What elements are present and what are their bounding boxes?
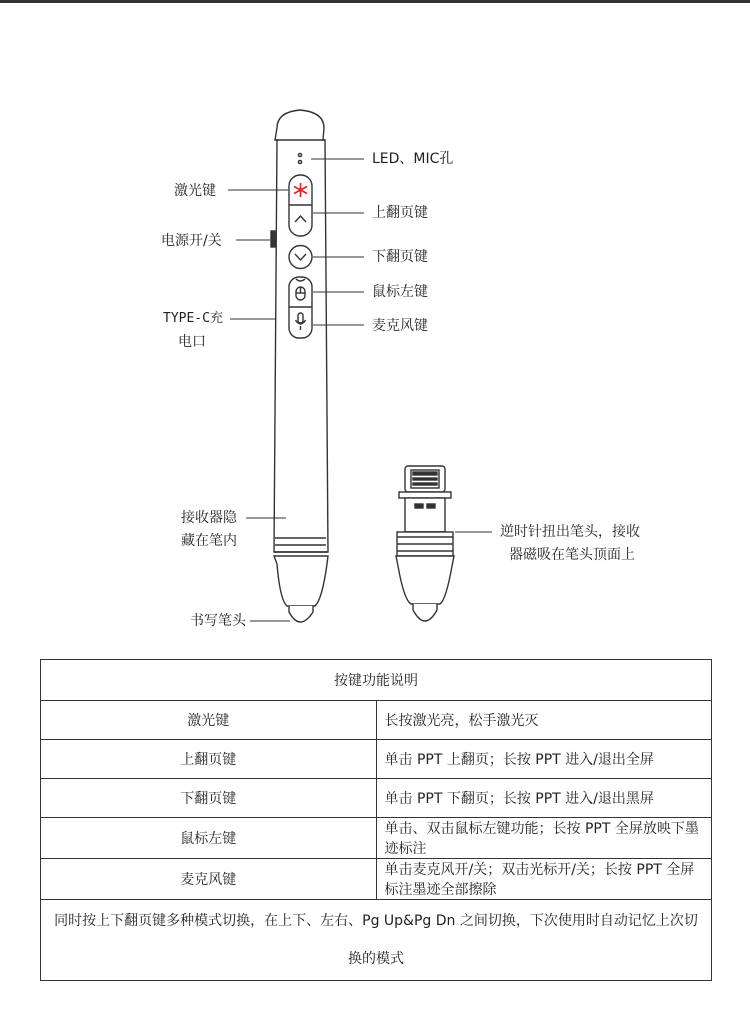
table-title: 按键功能说明 bbox=[41, 660, 712, 701]
label-receiver-line1: 接收器隐 bbox=[181, 510, 237, 526]
table-key: 鼠标左键 bbox=[41, 818, 377, 859]
page-down-button bbox=[289, 246, 312, 269]
label-mic-key: 麦克风键 bbox=[372, 318, 428, 334]
label-mouse-left: 鼠标左键 bbox=[372, 284, 428, 300]
table-row bbox=[41, 701, 712, 740]
label-tip: 书写笔头 bbox=[190, 613, 246, 629]
table-note-row bbox=[41, 900, 712, 981]
receiver bbox=[399, 466, 451, 532]
table-key: 激光键 bbox=[41, 701, 377, 740]
table-header-row bbox=[41, 660, 712, 701]
label-twist-line2: 器磁吸在笔头顶面上 bbox=[509, 547, 635, 563]
detached-tip bbox=[396, 532, 454, 621]
label-typec-line1: TYPE-C充 bbox=[163, 311, 223, 326]
pen-tip bbox=[274, 556, 328, 622]
table-desc: 单击麦克风开/关；双击光标开/关；长按 PPT 全屏标注墨迹全部擦除 bbox=[376, 859, 712, 900]
power-switch bbox=[271, 231, 275, 247]
label-receiver-line2: 藏在笔内 bbox=[181, 533, 237, 549]
label-led-mic: LED、MIC孔 bbox=[372, 151, 454, 167]
label-laser: 激光键 bbox=[174, 183, 216, 199]
label-power: 电源开/关 bbox=[161, 233, 222, 249]
table-row bbox=[41, 779, 712, 818]
table-key: 上翻页键 bbox=[41, 740, 377, 779]
label-page-down: 下翻页键 bbox=[372, 249, 428, 265]
table-note: 同时按上下翻页键多种模式切换，在上下、左右、Pg Up&Pg Dn 之间切换，下次使用时自动记忆上次切换的模式 bbox=[41, 900, 712, 981]
table-row bbox=[41, 818, 712, 859]
key-function-table bbox=[40, 659, 712, 981]
table-desc: 长按激光亮，松手激光灭 bbox=[376, 701, 712, 740]
label-page-up: 上翻页键 bbox=[372, 205, 428, 221]
table-row bbox=[41, 859, 712, 900]
table-key: 下翻页键 bbox=[41, 779, 377, 818]
table-desc: 单击 PPT 上翻页；长按 PPT 进入/退出全屏 bbox=[376, 740, 712, 779]
table-desc: 单击、双击鼠标左键功能；长按 PPT 全屏放映下墨迹标注 bbox=[376, 818, 712, 859]
label-typec-line2: 电口 bbox=[178, 334, 206, 350]
label-twist-line1: 逆时针扭出笔头，接收 bbox=[500, 524, 640, 540]
table-desc: 单击 PPT 下翻页；长按 PPT 进入/退出黑屏 bbox=[376, 779, 712, 818]
table-row bbox=[41, 740, 712, 779]
table-key: 麦克风键 bbox=[41, 859, 377, 900]
